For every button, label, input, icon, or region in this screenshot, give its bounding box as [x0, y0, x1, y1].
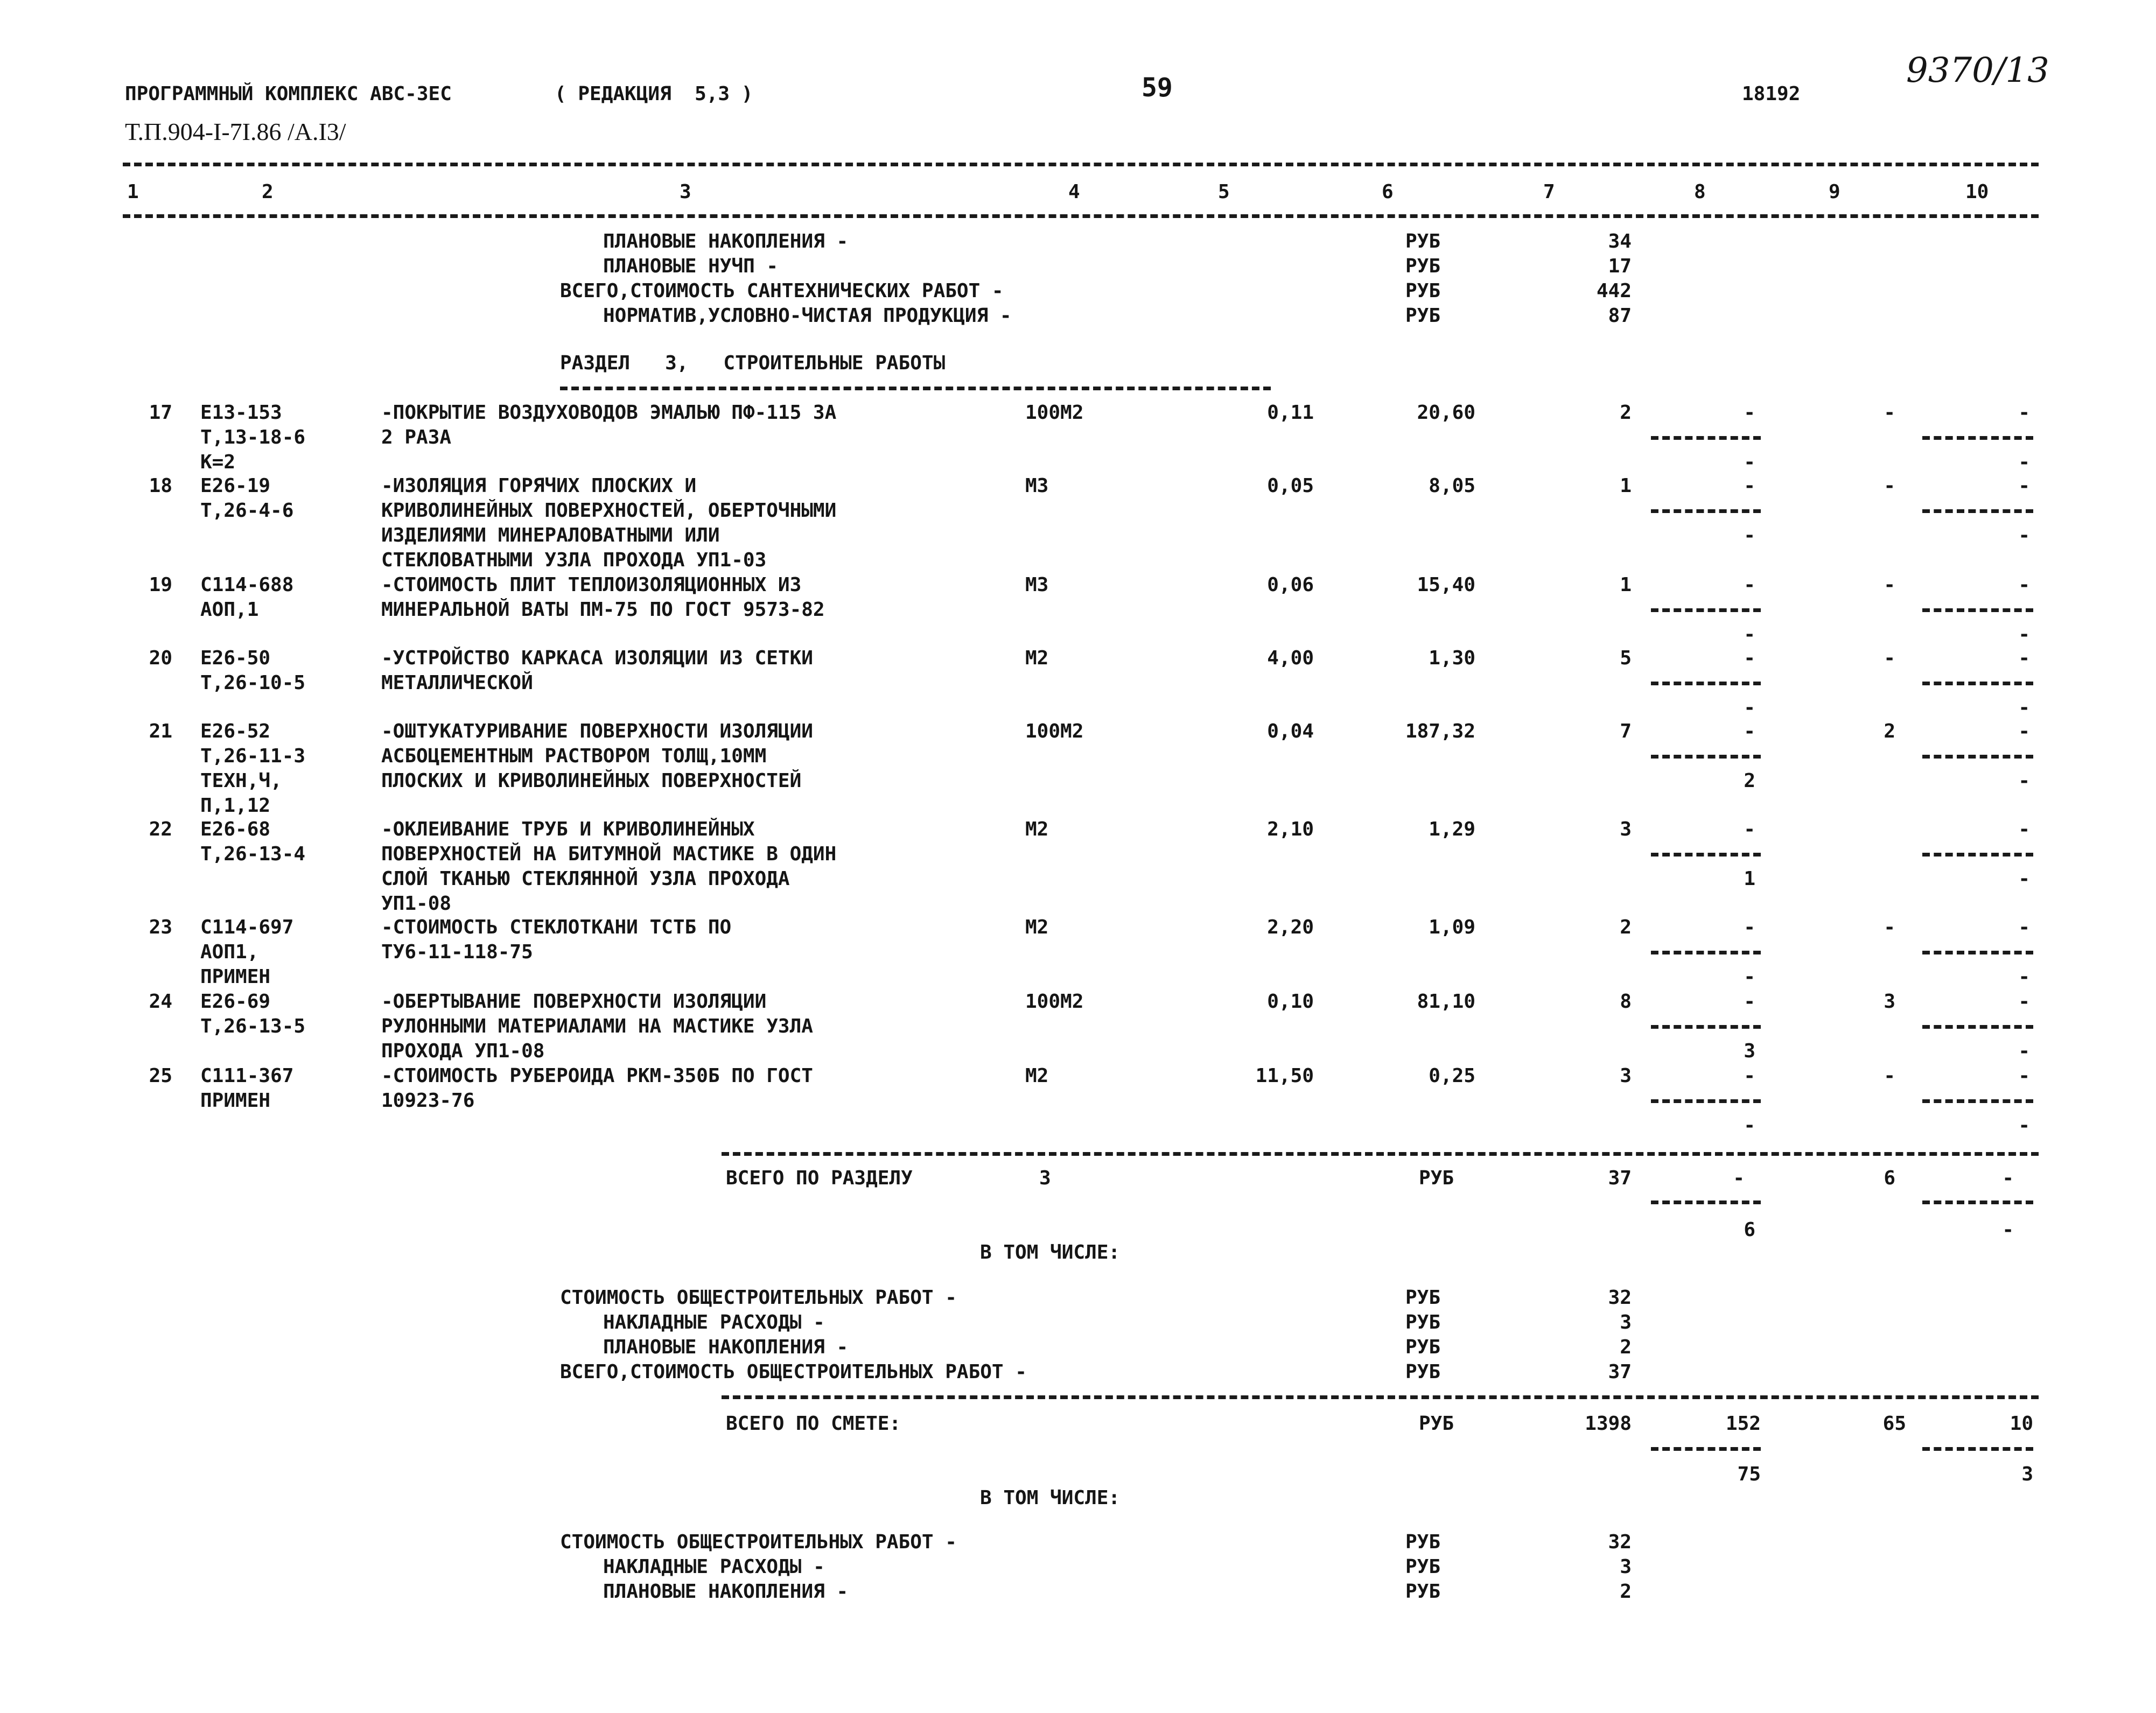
- row-col8-rule: [1651, 951, 1761, 954]
- row-col8-bottom: 1: [1744, 868, 1755, 890]
- row-code: ПРИМЕН: [200, 1090, 271, 1112]
- row-unit: М3: [1025, 475, 1049, 497]
- row-col8-rule: [1651, 682, 1761, 685]
- rule-header-bottom: [123, 214, 2039, 218]
- estimate-total-value: 1398: [1585, 1413, 1632, 1435]
- row-col8: -: [1744, 475, 1755, 497]
- row-quantity: 0,11: [1267, 402, 1314, 424]
- col-header-4: 4: [1068, 181, 1080, 203]
- row-unit: М3: [1025, 574, 1049, 596]
- row-description: -УСТРОЙСТВО КАРКАСА ИЗОЛЯЦИИ ИЗ СЕТКИ: [381, 647, 813, 669]
- row-description: -СТОИМОСТЬ СТЕКЛОТКАНИ ТСТБ ПО: [381, 916, 732, 938]
- row-total: 7: [1620, 720, 1632, 742]
- row-number: 18: [149, 475, 172, 497]
- row-description: 2 РАЗА: [381, 426, 452, 448]
- estimate-total-label: ВСЕГО ПО СМЕТЕ:: [726, 1413, 901, 1435]
- section-total-c10-rule: [1922, 1200, 2033, 1204]
- row-code: Т,13-18-6: [200, 426, 306, 448]
- summary-unit: РУБ: [1405, 1556, 1441, 1578]
- row-col8: -: [1744, 916, 1755, 938]
- summary-label: СТОИМОСТЬ ОБЩЕСТРОИТЕЛЬНЫХ РАБОТ -: [560, 1531, 957, 1553]
- row-number: 17: [149, 402, 172, 424]
- row-col8: -: [1744, 402, 1755, 424]
- row-code: Е26-19: [200, 475, 271, 497]
- row-total: 1: [1620, 475, 1632, 497]
- row-description: -СТОИМОСТЬ ПЛИТ ТЕПЛОИЗОЛЯЦИОННЫХ ИЗ: [381, 574, 802, 596]
- row-col8-bottom: -: [1744, 966, 1755, 988]
- summary-unit: РУБ: [1405, 1361, 1441, 1383]
- row-description: РУЛОННЫМИ МАТЕРИАЛАМИ НА МАСТИКЕ УЗЛА: [381, 1015, 813, 1037]
- row-number: 22: [149, 818, 172, 840]
- section-total-c8b: 6: [1744, 1219, 1755, 1241]
- summary-label: ПЛАНОВЫЕ НУЧП -: [603, 255, 779, 277]
- row-price: 1,09: [1429, 916, 1475, 938]
- row-code: ТЕХН,Ч,: [200, 770, 282, 792]
- row-total: 3: [1620, 1065, 1632, 1087]
- summary-value: 87: [1608, 305, 1632, 327]
- row-col10-rule: [1922, 853, 2033, 856]
- row-unit: М2: [1025, 1065, 1049, 1087]
- row-col10-bottom: -: [2018, 697, 2030, 719]
- row-col10: -: [2018, 647, 2030, 669]
- row-code: Т,26-13-4: [200, 843, 306, 865]
- section-total-c8: -: [1733, 1167, 1745, 1189]
- row-number: 20: [149, 647, 172, 669]
- row-description: ПРОХОДА УП1-08: [381, 1040, 545, 1062]
- row-description: СТЕКЛОВАТНЫМИ УЗЛА ПРОХОДА УП1-03: [381, 549, 767, 571]
- row-quantity: 0,10: [1267, 991, 1314, 1013]
- row-col10-rule: [1922, 951, 2033, 954]
- summary-value: 2: [1620, 1336, 1632, 1358]
- row-description: -ОКЛЕИВАНИЕ ТРУБ И КРИВОЛИНЕЙНЫХ: [381, 818, 755, 840]
- row-code: Е13-153: [200, 402, 282, 424]
- summary-value: 3: [1620, 1556, 1632, 1578]
- row-description: СЛОЙ ТКАНЬЮ СТЕКЛЯННОЙ УЗЛА ПРОХОДА: [381, 868, 790, 890]
- summary-unit: РУБ: [1405, 255, 1441, 277]
- row-col10-bottom: -: [2018, 868, 2030, 890]
- estimate-total-c9: 65: [1882, 1413, 1906, 1435]
- row-code: Т,26-4-6: [200, 500, 294, 522]
- row-price: 15,40: [1417, 574, 1475, 596]
- row-description: 10923-76: [381, 1090, 475, 1112]
- summary-unit: РУБ: [1405, 1531, 1441, 1553]
- section-total-c10b: -: [2002, 1219, 2014, 1241]
- row-description: МЕТАЛЛИЧЕСКОЙ: [381, 672, 533, 694]
- row-price: 187,32: [1405, 720, 1475, 742]
- summary-value: 32: [1608, 1531, 1632, 1553]
- section-total-c9: 6: [1884, 1167, 1895, 1189]
- row-col8-bottom: -: [1744, 697, 1755, 719]
- row-price: 81,10: [1417, 991, 1475, 1013]
- col-header-10: 10: [1965, 181, 1989, 203]
- row-total: 1: [1620, 574, 1632, 596]
- estimate-total-c10-rule: [1922, 1447, 2033, 1451]
- estimate-total-c8b: 75: [1737, 1463, 1761, 1485]
- summary-label: НАКЛАДНЫЕ РАСХОДЫ -: [603, 1556, 825, 1578]
- row-total: 2: [1620, 402, 1632, 424]
- row-col8: -: [1744, 991, 1755, 1013]
- summary-value: 17: [1608, 255, 1632, 277]
- row-code: Е26-50: [200, 647, 271, 669]
- summary-unit: РУБ: [1405, 1581, 1441, 1603]
- summary-label: ВСЕГО,СТОИМОСТЬ ОБЩЕСТРОИТЕЛЬНЫХ РАБОТ -: [560, 1361, 1027, 1383]
- col-header-8: 8: [1694, 181, 1706, 203]
- row-col9: -: [1884, 1065, 1895, 1087]
- document-code: 18192: [1742, 83, 1801, 105]
- row-col9: 2: [1884, 720, 1895, 742]
- col-header-2: 2: [262, 181, 274, 203]
- row-code: Е26-52: [200, 720, 271, 742]
- row-col10-rule: [1922, 608, 2033, 612]
- row-col8-bottom: -: [1744, 1114, 1755, 1136]
- row-quantity: 0,05: [1267, 475, 1314, 497]
- section-title-underline: [560, 387, 1271, 390]
- row-description: ИЗДЕЛИЯМИ МИНЕРАЛОВАТНЫМИ ИЛИ: [381, 524, 720, 546]
- row-col9: -: [1884, 647, 1895, 669]
- summary-label: ВСЕГО,СТОИМОСТЬ САНТЕХНИЧЕСКИХ РАБОТ -: [560, 280, 1004, 302]
- row-number: 23: [149, 916, 172, 938]
- row-col10-rule: [1922, 436, 2033, 440]
- estimate-total-c8: 152: [1725, 1413, 1761, 1435]
- row-code: С114-697: [200, 916, 294, 938]
- summary-label: ПЛАНОВЫЕ НАКОПЛЕНИЯ -: [603, 1581, 849, 1603]
- summary-value: 34: [1608, 230, 1632, 252]
- section-total-number: 3: [1039, 1167, 1051, 1189]
- row-col8-rule: [1651, 1099, 1761, 1103]
- row-quantity: 2,20: [1267, 916, 1314, 938]
- row-price: 20,60: [1417, 402, 1475, 424]
- row-col10: -: [2018, 818, 2030, 840]
- summary-value: 442: [1596, 280, 1632, 302]
- col-header-5: 5: [1218, 181, 1230, 203]
- estimate-total-c8-rule: [1651, 1447, 1761, 1451]
- summary-unit: РУБ: [1405, 1336, 1441, 1358]
- handwritten-number: 9370/13: [1906, 51, 2049, 90]
- section-total-label: ВСЕГО ПО РАЗДЕЛУ: [726, 1167, 913, 1189]
- row-col8: -: [1744, 574, 1755, 596]
- summary-value: 37: [1608, 1361, 1632, 1383]
- row-unit: М2: [1025, 647, 1049, 669]
- summary-unit: РУБ: [1405, 1311, 1441, 1333]
- row-description: -ОБЕРТЫВАНИЕ ПОВЕРХНОСТИ ИЗОЛЯЦИИ: [381, 991, 767, 1013]
- section-title: РАЗДЕЛ 3, СТРОИТЕЛЬНЫЕ РАБОТЫ: [560, 352, 946, 374]
- row-number: 25: [149, 1065, 172, 1087]
- summary-label: НАКЛАДНЫЕ РАСХОДЫ -: [603, 1311, 825, 1333]
- row-unit: М2: [1025, 818, 1049, 840]
- row-col10: -: [2018, 916, 2030, 938]
- row-total: 3: [1620, 818, 1632, 840]
- row-col9: -: [1884, 916, 1895, 938]
- row-quantity: 0,06: [1267, 574, 1314, 596]
- col-header-1: 1: [127, 181, 139, 203]
- summary-unit: РУБ: [1405, 305, 1441, 327]
- row-description: ПОВЕРХНОСТЕЙ НА БИТУМНОЙ МАСТИКЕ В ОДИН: [381, 843, 837, 865]
- rule-estimate-total: [722, 1395, 2039, 1399]
- row-col8: -: [1744, 720, 1755, 742]
- summary-label: ПЛАНОВЫЕ НАКОПЛЕНИЯ -: [603, 1336, 849, 1358]
- col-header-6: 6: [1382, 181, 1394, 203]
- program-title: ПРОГРАММНЫЙ КОМПЛЕКС АВС-3ЕС: [125, 83, 452, 105]
- row-col8-rule: [1651, 608, 1761, 612]
- row-col10: -: [2018, 574, 2030, 596]
- row-col8-bottom: 3: [1744, 1040, 1755, 1062]
- section-total-c10: -: [2002, 1167, 2014, 1189]
- row-col10-bottom: -: [2018, 524, 2030, 546]
- row-description: УП1-08: [381, 893, 452, 915]
- summary-label: СТОИМОСТЬ ОБЩЕСТРОИТЕЛЬНЫХ РАБОТ -: [560, 1287, 957, 1309]
- row-price: 1,29: [1429, 818, 1475, 840]
- row-col10-rule: [1922, 509, 2033, 513]
- summary-value: 32: [1608, 1287, 1632, 1309]
- summary-value: 3: [1620, 1311, 1632, 1333]
- row-col9: -: [1884, 402, 1895, 424]
- row-description: -СТОИМОСТЬ РУБЕРОИДА РКМ-350Б ПО ГОСТ: [381, 1065, 813, 1087]
- summary-label: НОРМАТИВ,УСЛОВНО-ЧИСТАЯ ПРОДУКЦИЯ -: [603, 305, 1012, 327]
- row-code: АОП,1: [200, 599, 259, 621]
- row-code: ПРИМЕН: [200, 966, 271, 988]
- estimate-in-that-number-label: В ТОМ ЧИСЛЕ:: [980, 1487, 1121, 1509]
- row-quantity: 0,04: [1267, 720, 1314, 742]
- row-code: К=2: [200, 451, 236, 473]
- row-description: -ПОКРЫТИЕ ВОЗДУХОВОДОВ ЭМАЛЬЮ ПФ-115 ЗА: [381, 402, 837, 424]
- row-description: ТУ6-11-118-75: [381, 941, 533, 963]
- row-col9: 3: [1884, 991, 1895, 1013]
- row-price: 8,05: [1429, 475, 1475, 497]
- summary-value: 2: [1620, 1581, 1632, 1603]
- estimate-total-c10: 10: [2010, 1413, 2033, 1435]
- col-header-9: 9: [1829, 181, 1840, 203]
- row-total: 2: [1620, 916, 1632, 938]
- row-col8-rule: [1651, 436, 1761, 440]
- row-total: 8: [1620, 991, 1632, 1013]
- row-col8-bottom: -: [1744, 451, 1755, 473]
- row-unit: 100М2: [1025, 991, 1084, 1013]
- col-header-separators: [127, 180, 2033, 229]
- row-quantity: 4,00: [1267, 647, 1314, 669]
- row-col8: -: [1744, 1065, 1755, 1087]
- row-col10-rule: [1922, 1099, 2033, 1103]
- rule-section-total: [722, 1152, 2039, 1156]
- row-col8: -: [1744, 647, 1755, 669]
- row-unit: 100М2: [1025, 402, 1084, 424]
- in-that-number-label: В ТОМ ЧИСЛЕ:: [980, 1241, 1121, 1263]
- row-code: Е26-69: [200, 991, 271, 1013]
- row-quantity: 11,50: [1255, 1065, 1314, 1087]
- row-code: С111-367: [200, 1065, 294, 1087]
- row-col10: -: [2018, 402, 2030, 424]
- row-col8-rule: [1651, 755, 1761, 759]
- row-col9: -: [1884, 475, 1895, 497]
- row-description: КРИВОЛИНЕЙНЫХ ПОВЕРХНОСТЕЙ, ОБЕРТОЧНЫМИ: [381, 500, 837, 522]
- row-description: -ИЗОЛЯЦИЯ ГОРЯЧИХ ПЛОСКИХ И: [381, 475, 697, 497]
- row-col10-rule: [1922, 1025, 2033, 1029]
- row-code: АОП1,: [200, 941, 259, 963]
- row-code: Е26-68: [200, 818, 271, 840]
- project-reference: Т.П.904-I-7I.86 /А.I3/: [125, 118, 346, 145]
- row-description: АСБОЦЕМЕНТНЫМ РАСТВОРОМ ТОЛЩ,10ММ: [381, 745, 767, 767]
- row-col10: -: [2018, 1065, 2030, 1087]
- edition-label: ( РЕДАКЦИЯ 5,3 ): [555, 83, 753, 105]
- row-description: ПЛОСКИХ И КРИВОЛИНЕЙНЫХ ПОВЕРХНОСТЕЙ: [381, 770, 802, 792]
- estimate-total-c10b: 3: [2021, 1463, 2033, 1485]
- summary-unit: РУБ: [1405, 1287, 1441, 1309]
- row-quantity: 2,10: [1267, 818, 1314, 840]
- row-col10-bottom: -: [2018, 1040, 2030, 1062]
- row-col10-bottom: -: [2018, 623, 2030, 645]
- row-col10-bottom: -: [2018, 451, 2030, 473]
- row-col10: -: [2018, 991, 2030, 1013]
- row-price: 1,30: [1429, 647, 1475, 669]
- row-col10-bottom: -: [2018, 1114, 2030, 1136]
- estimate-total-unit: РУБ: [1418, 1413, 1454, 1435]
- row-col10-bottom: -: [2018, 966, 2030, 988]
- section-total-unit: РУБ: [1418, 1167, 1454, 1189]
- row-col8-rule: [1651, 853, 1761, 856]
- row-description: МИНЕРАЛЬНОЙ ВАТЫ ПМ-75 ПО ГОСТ 9573-82: [381, 599, 825, 621]
- row-col8-rule: [1651, 1025, 1761, 1029]
- col-header-7: 7: [1543, 181, 1555, 203]
- row-col8-rule: [1651, 509, 1761, 513]
- section-total-value: 37: [1608, 1167, 1632, 1189]
- row-code: Т,26-11-3: [200, 745, 306, 767]
- row-col8-bottom: 2: [1744, 770, 1755, 792]
- row-col10-bottom: -: [2018, 770, 2030, 792]
- row-number: 19: [149, 574, 172, 596]
- row-code: П,1,12: [200, 795, 271, 817]
- row-col8: -: [1744, 818, 1755, 840]
- row-unit: М2: [1025, 916, 1049, 938]
- row-col8-bottom: -: [1744, 524, 1755, 546]
- row-col10: -: [2018, 475, 2030, 497]
- row-code: С114-688: [200, 574, 294, 596]
- row-col9: -: [1884, 574, 1895, 596]
- row-price: 0,25: [1429, 1065, 1475, 1087]
- row-col10: -: [2018, 720, 2030, 742]
- row-total: 5: [1620, 647, 1632, 669]
- row-number: 21: [149, 720, 172, 742]
- row-code: Т,26-13-5: [200, 1015, 306, 1037]
- row-description: -ОШТУКАТУРИВАНИЕ ПОВЕРХНОСТИ ИЗОЛЯЦИИ: [381, 720, 813, 742]
- row-unit: 100М2: [1025, 720, 1084, 742]
- page-number: 59: [1142, 73, 1173, 103]
- row-code: Т,26-10-5: [200, 672, 306, 694]
- summary-unit: РУБ: [1405, 230, 1441, 252]
- row-number: 24: [149, 991, 172, 1013]
- rule-top: [123, 163, 2039, 166]
- col-header-3: 3: [680, 181, 691, 203]
- row-col10-rule: [1922, 755, 2033, 759]
- row-col8-bottom: -: [1744, 623, 1755, 645]
- row-col10-rule: [1922, 682, 2033, 685]
- summary-label: ПЛАНОВЫЕ НАКОПЛЕНИЯ -: [603, 230, 849, 252]
- section-total-c8-rule: [1651, 1200, 1761, 1204]
- summary-unit: РУБ: [1405, 280, 1441, 302]
